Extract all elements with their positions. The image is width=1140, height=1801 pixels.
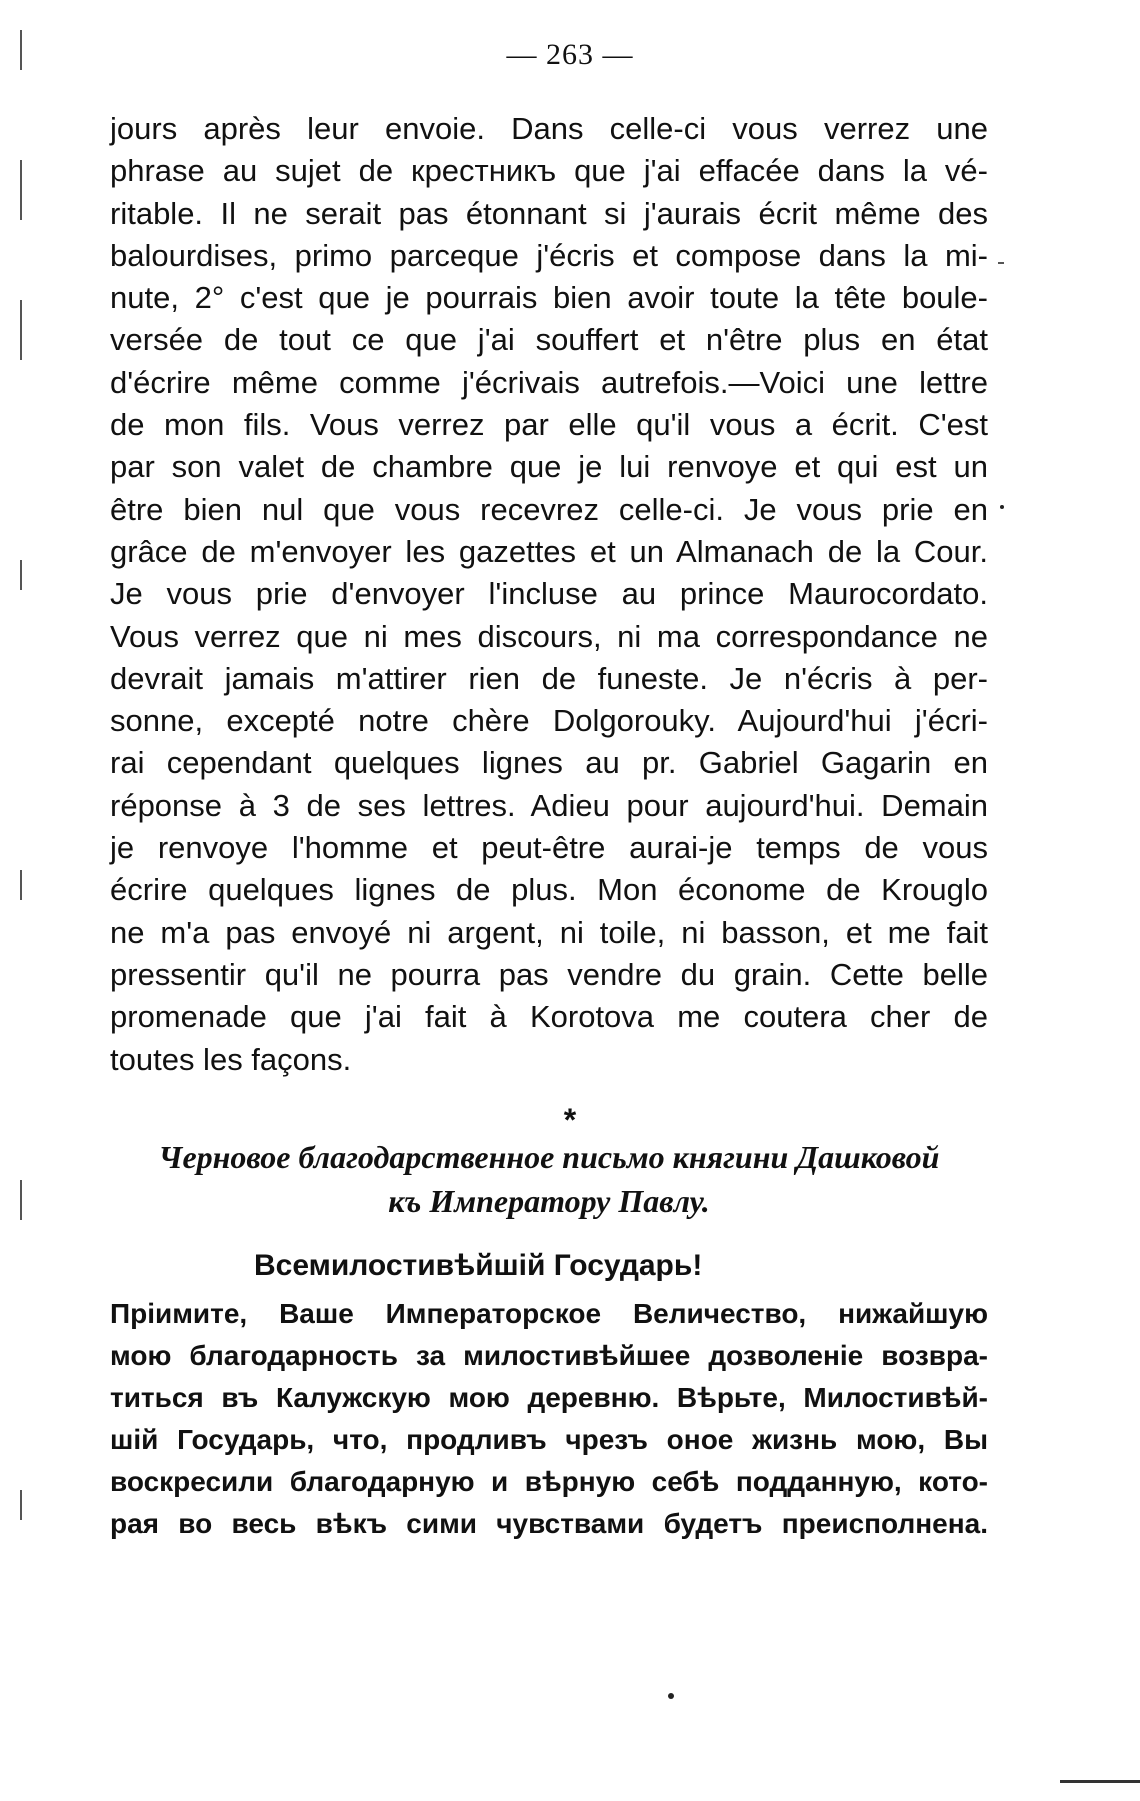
- body-line: je renvoye l'homme et peut-être aurai-je temps de vous: [110, 830, 988, 866]
- body-line: par son valet de chambre que je lui renvoye et qui est un: [110, 449, 988, 485]
- scan-margin-mark: [20, 870, 22, 900]
- body-line: ritable. Il ne serait pas étonnant si j'aurais écrit même des: [110, 195, 988, 231]
- body-line: rai cependant quelques lignes au pr. Gabriel Gagarin en: [110, 745, 988, 781]
- body-line: phrase au sujet de крестникъ que j'ai effacée dans la vé-: [110, 153, 988, 189]
- body-line: grâce de m'envoyer les gazettes et un Almanach de la Cour.: [110, 533, 988, 569]
- letter-line: титься въ Калужскую мою деревню. Вѣрьте, Милостивѣй-: [110, 1382, 988, 1413]
- heading-line: Черновое благодарственное письмо княгини Дашковой: [158, 1139, 940, 1175]
- body-text: [110, 108, 988, 1081]
- letter-line: мою благодарность за милостивѣйшее дозволеніе возвра-: [110, 1340, 988, 1371]
- body-line: être bien nul que vous recevrez celle-ci. Je vous prie en: [110, 491, 988, 527]
- letter-line: шій Государь, что, продливъ чрезъ оное жизнь мою, Вы: [110, 1424, 988, 1455]
- scan-dot: [668, 1693, 674, 1699]
- letter-line: рая во весь вѣкъ сими чувствами будетъ преисполнена.: [110, 1508, 988, 1539]
- body-line: pressentir qu'il ne pourra pas vendre du grain. Cette belle: [110, 956, 988, 992]
- body-line: d'écrire même comme j'écrivais autrefois.—Voici une lettre: [110, 364, 988, 400]
- letter-line: воскресили благодарную и вѣрную себѣ подданную, кото-: [110, 1466, 988, 1497]
- letter-salutation: Всемилостивѣйшій Государь!: [254, 1249, 703, 1282]
- body-line: Vous verrez que ni mes discours, ni ma correspondance ne: [110, 618, 988, 654]
- body-line: écrire quelques lignes de plus. Mon économe de Krouglo: [110, 872, 988, 908]
- page-number: — 263 —: [506, 38, 634, 71]
- scan-margin-mark: [20, 160, 22, 220]
- scan-margin-mark: [998, 262, 1004, 264]
- scan-margin-mark: [20, 1490, 22, 1520]
- letter-text: [110, 1245, 988, 1545]
- scan-margin-mark: [20, 30, 22, 70]
- scan-margin-mark: [20, 560, 22, 590]
- body-line: jours après leur envoie. Dans celle-ci vous verrez une: [110, 111, 988, 146]
- body-line: promenade que j'ai fait à Korotova me coutera cher de: [110, 999, 988, 1035]
- scan-margin-mark: [20, 1180, 22, 1220]
- scan-margin-mark: [20, 300, 22, 360]
- body-line: versée de tout ce que j'ai souffert et n'être plus en état: [110, 322, 988, 358]
- scan-edge-rule: [1060, 1780, 1140, 1783]
- body-line: sonne, excepté notre chère Dolgorouky. Aujourd'hui j'écri-: [110, 703, 988, 739]
- body-line: Je vous prie d'envoyer l'incluse au prince Maurocordato.: [110, 576, 988, 612]
- scan-dot: [1000, 505, 1004, 509]
- body-line: réponse à 3 de ses lettres. Adieu pour aujourd'hui. Demain: [110, 787, 988, 823]
- body-line: nute, 2° c'est que je pourrais bien avoir toute la tête boule-: [110, 280, 988, 316]
- section-separator: *: [563, 1102, 577, 1138]
- letter-line: Пріимите, Ваше Императорское Величество, нижайшую: [110, 1298, 988, 1329]
- body-line: toutes les façons.: [110, 1041, 352, 1077]
- heading-line: къ Императору Павлу.: [388, 1183, 710, 1219]
- section-heading: [110, 1135, 988, 1223]
- body-line: devrait jamais m'attirer rien de funeste. Je n'écris à per-: [110, 660, 988, 696]
- body-line: balourdises, primo parceque j'écris et compose dans la mi-: [110, 237, 988, 273]
- body-line: de mon fils. Vous verrez par elle qu'il vous a écrit. C'est: [110, 407, 988, 443]
- body-line: ne m'a pas envoyé ni argent, ni toile, ni basson, et me fait: [110, 914, 988, 950]
